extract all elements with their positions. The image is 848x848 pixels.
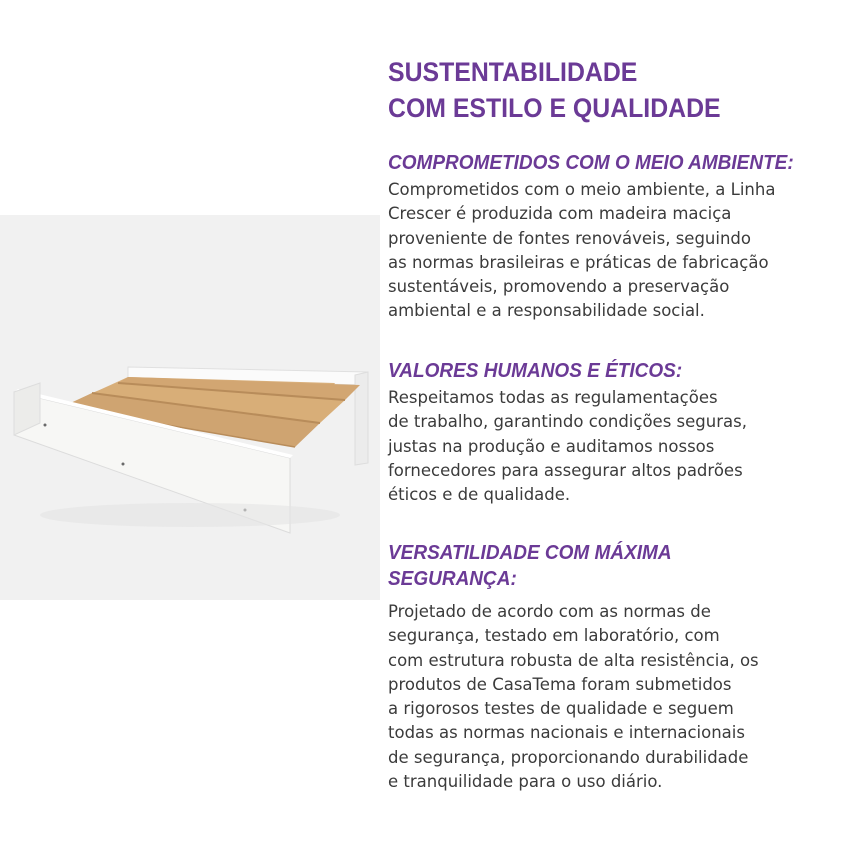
body-line: justas na produção e auditamos nossos [388, 436, 715, 456]
body-line: éticos e de qualidade. [388, 485, 571, 505]
body-line: ambiental e a responsabilidade social. [388, 301, 705, 321]
section-heading [388, 358, 825, 384]
section-heading [388, 150, 825, 176]
body-line: segurança, testado em laboratório, com [388, 626, 720, 646]
body-line: as normas brasileiras e práticas de fabricação [388, 252, 769, 272]
product-photo [0, 215, 380, 600]
body-line: com estrutura robusta de alta resistência, os [388, 650, 759, 670]
section-body [388, 386, 848, 507]
heading-line: SEGURANÇA: [388, 568, 517, 590]
body-line: Crescer é produzida com madeira maciça [388, 204, 732, 224]
body-line: e tranquilidade para o uso diário. [388, 772, 663, 792]
body-line: a rigorosos testes de qualidade e seguem [388, 699, 734, 719]
heading-line: VERSATILIDADE COM MÁXIMA [388, 542, 672, 564]
section-body [388, 178, 848, 324]
body-line: de segurança, proporcionando durabilidade [388, 747, 749, 767]
body-line: fornecedores para assegurar altos padrões [388, 460, 743, 480]
section-safety [388, 540, 848, 794]
section-environment [388, 150, 848, 324]
body-line: Respeitamos todas as regulamentações [388, 388, 718, 407]
body-line: todas as normas nacionais e internacionais [388, 723, 745, 743]
body-line: Projetado de acordo com as normas de [388, 602, 711, 621]
section-heading [388, 540, 825, 592]
title-line: COM ESTILO E QUALIDADE [388, 93, 721, 123]
page-title [388, 54, 721, 126]
screw [44, 424, 47, 427]
floor-shadow [40, 503, 340, 527]
heading-line: COMPROMETIDOS COM O MEIO AMBIENTE: [388, 152, 794, 174]
heading-line: VALORES HUMANOS E ÉTICOS: [388, 360, 683, 382]
body-line: de trabalho, garantindo condições seguras, [388, 412, 747, 432]
body-line: Comprometidos com o meio ambiente, a Linha [388, 180, 776, 199]
section-body [388, 600, 848, 794]
section-ethics [388, 358, 848, 507]
body-line: proveniente de fontes renováveis, seguindo [388, 228, 751, 248]
body-line: sustentáveis, promovendo a preservação [388, 277, 730, 297]
screw [122, 463, 125, 466]
title-line: SUSTENTABILIDADE [388, 57, 638, 87]
body-line: produtos de CasaTema foram submetidos [388, 674, 732, 694]
trundle-bed-illustration [0, 215, 380, 600]
